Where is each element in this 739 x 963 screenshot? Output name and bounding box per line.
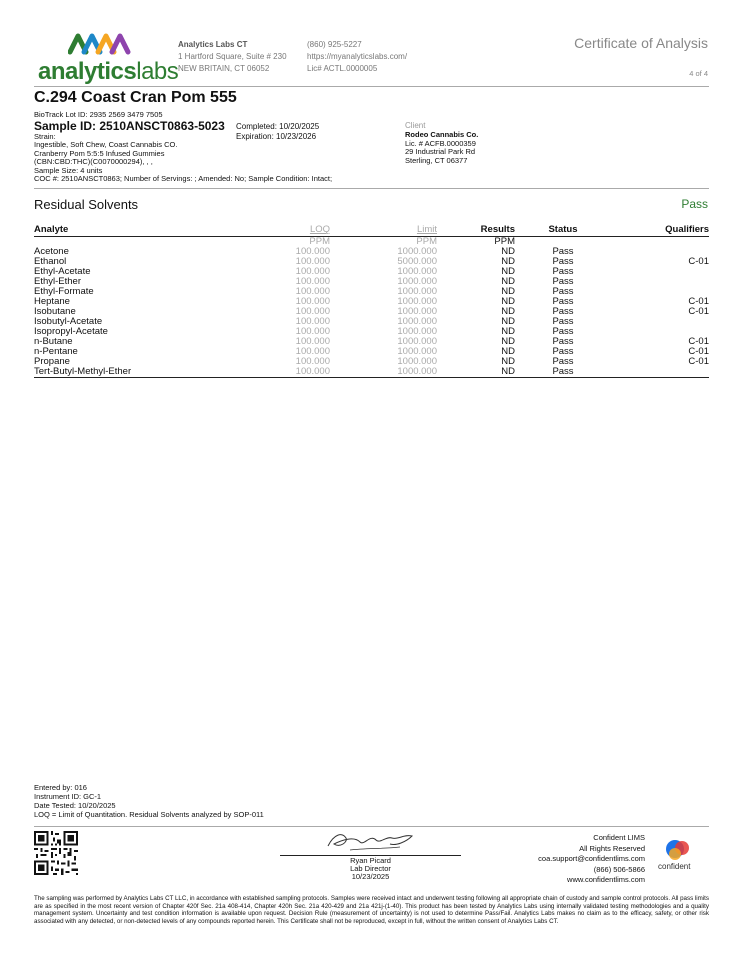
legal-disclaimer: The sampling was performed by Analytics Labs CT LLC, in accordance with established sampling protocols. Samples were received intact and underwent testing following all appropriate chain of custody and sample control protocols. All pass limits are as specified in the most recent version of Chapter 420f Sec. 21a 408-414, Chapter 420h Sec. 21a 420-429 and 21a 421j-(1-40). This product has been tested by Analytics Labs using internally validated testing methodologies and a quality management system. Uncertainty and test condition information is available upon request. Decision Rule (measurement of uncertainty) is not used to determine Pass/Fail. Analytics Labs makes no claim as to the efficacy, safety, or other risk associated with any detected, or non-detected levels of any compounds reported herein. This Certificate shall not be reproduced, except in full, without the written consent of Analytics Labs CT. [34, 895, 709, 925]
cell-qualifier [611, 247, 709, 257]
cell-result: ND [501, 265, 515, 277]
cell-status: Pass [552, 245, 574, 257]
lab-license: Lic# ACTL.0000005 [307, 64, 378, 73]
cell-status: Pass [515, 367, 611, 378]
cell-analyte: Ethyl-Formate [34, 285, 94, 297]
document-title: Certificate of Analysis [574, 35, 708, 51]
cell-loq: 100.000 [295, 275, 330, 287]
product-title: C.294 Coast Cran Pom 555 [34, 89, 237, 106]
cell-qualifier: C-01 [688, 295, 709, 307]
lab-address-line1: 1 Hartford Square, Suite # 230 [178, 52, 287, 61]
cell-limit: 1000.000 [397, 285, 437, 297]
client-address-line1: 29 Industrial Park Rd [405, 147, 476, 157]
cell-status: Pass [552, 355, 574, 367]
cell-loq: 100.000 [295, 305, 330, 317]
cell-status: Pass [552, 335, 574, 347]
sample-id: Sample ID: 2510ANSCT0863-5023 [34, 118, 225, 133]
cell-limit: 1000.000 [397, 345, 437, 357]
confident-brand-text: confident [658, 862, 691, 871]
section-title: Residual Solvents [34, 197, 139, 212]
cell-analyte: Ethyl-Ether [34, 275, 81, 287]
header-results: Results [437, 225, 515, 236]
cell-loq: 100.000 [295, 255, 330, 267]
cell-status: Pass [552, 255, 574, 267]
cell-result: ND [501, 275, 515, 287]
cell-loq: 100.000 [295, 355, 330, 367]
qr-code-icon[interactable] [34, 831, 78, 875]
strain: Strain: [34, 131, 56, 141]
instrument-id: Instrument ID: GC-1 [34, 792, 102, 801]
client-license: Lic. # ACFB.0000359 [405, 138, 476, 148]
table-header-row [34, 225, 709, 236]
client-label: Client [405, 121, 426, 130]
date-tested: Date Tested: 10/20/2025 [34, 801, 116, 810]
cell-status: Pass [552, 315, 574, 327]
product-description-line2: (CBN:CBD:THC)(C0070000294), , , [34, 157, 153, 166]
lab-phone: (860) 925-5227 [307, 40, 362, 49]
confident-logo [656, 838, 700, 874]
signature-image [320, 828, 420, 854]
logo-main-text: analytics [38, 58, 137, 85]
cell-qualifier [611, 367, 709, 378]
biotrack-lot-id: BioTrack Lot ID: 2935 2569 3479 7505 [34, 110, 163, 119]
cell-limit: 1000.000 [397, 335, 437, 347]
loq-note: LOQ = Limit of Quantitation. Residual Solvents analyzed by SOP-011 [34, 810, 264, 819]
cell-loq: 100.000 [295, 315, 330, 327]
cell-result: ND [501, 345, 515, 357]
cell-status: Pass [552, 325, 574, 337]
header-qualifiers: Qualifiers [611, 225, 709, 236]
cell-loq: 100.000 [295, 265, 330, 277]
cell-status: Pass [552, 265, 574, 277]
header-loq: LOQ [224, 225, 330, 236]
logo-dot-orange [669, 848, 681, 860]
lims-name: Confident LIMS [593, 833, 645, 842]
cell-analyte: Tert-Butyl-Methyl-Ether [34, 367, 224, 378]
cell-analyte: Heptane [34, 295, 70, 307]
entered-by: Entered by: 016 [34, 783, 87, 792]
cell-loq: 100.000 [295, 285, 330, 297]
cell-loq: 100.000 [295, 325, 330, 337]
cell-result: ND [501, 245, 515, 257]
cell-analyte: Isopropyl-Acetate [34, 325, 108, 337]
table-row [34, 257, 709, 267]
signer-date: 10/23/2025 [351, 872, 390, 881]
cell-status: Pass [552, 295, 574, 307]
cell-qualifier [611, 287, 709, 297]
cell-qualifier: C-01 [688, 335, 709, 347]
table-row [34, 307, 709, 317]
section-divider [34, 188, 709, 189]
cell-analyte: Isobutyl-Acetate [34, 315, 103, 327]
cell-status: Pass [552, 345, 574, 357]
units-limit: PPM [416, 235, 437, 247]
coc-info: COC #: 2510ANSCT0863; Number of Servings: ; Amended: No; Sample Condition: Intact; [34, 174, 333, 183]
dates-block [236, 122, 319, 142]
client-block [405, 122, 478, 166]
lims-phone: (866) 506-5866 [593, 864, 645, 874]
lab-url[interactable]: https://myanalyticslabs.com/ [307, 52, 408, 61]
cell-analyte: Acetone [34, 245, 69, 257]
cell-status: Pass [552, 285, 574, 297]
units-row [34, 236, 709, 247]
product-type: Ingestible, Soft Chew, Coast Cannabis CO. [34, 140, 178, 149]
cell-result: ND [501, 305, 515, 317]
header-limit: Limit [330, 225, 437, 236]
cell-qualifier: C-01 [688, 345, 709, 357]
cell-limit: 5000.000 [397, 255, 437, 267]
cell-analyte: Ethyl-Acetate [34, 265, 91, 277]
cell-loq: 100.000 [295, 345, 330, 357]
cell-limit: 1000.000 [397, 315, 437, 327]
units-status [515, 236, 611, 247]
logo-suffix-text: labs [136, 58, 179, 85]
header-status: Status [515, 225, 611, 236]
table-row [34, 357, 709, 367]
cell-result: ND [501, 315, 515, 327]
cell-result: ND [501, 285, 515, 297]
units-analyte [34, 236, 224, 247]
cell-result: ND [501, 325, 515, 337]
cell-limit: 1000.000 [397, 275, 437, 287]
cell-limit: 1000.000 [397, 245, 437, 257]
section-result-badge: Pass [681, 197, 708, 211]
lims-rights: All Rights Reserved [579, 843, 645, 853]
client-name: Rodeo Cannabis Co. [405, 129, 479, 139]
cell-limit: 1000.000 [397, 355, 437, 367]
lab-contact-block [307, 39, 407, 75]
cell-analyte: Propane [34, 355, 70, 367]
cell-analyte: n-Pentane [34, 345, 78, 357]
signer-name: Ryan Picard [350, 856, 391, 865]
footer-divider [34, 826, 709, 827]
lab-address-line2: NEW BRITAIN, CT 06052 [178, 64, 270, 73]
sample-size: Sample Size: 4 units [34, 165, 103, 175]
cell-loq: 100.000 [295, 295, 330, 307]
lab-address-block [178, 39, 287, 75]
expiration-date: Expiration: 10/23/2026 [236, 132, 317, 141]
table-row [34, 287, 709, 297]
table-row [34, 247, 709, 257]
table-row [34, 327, 709, 337]
cell-loq: 100.000 [224, 367, 330, 378]
cell-analyte: Ethanol [34, 255, 67, 267]
logo-mark-icon [68, 30, 134, 56]
lims-info-block [538, 833, 645, 886]
product-description-line1: Cranberry Pom 5:5:5 Infused Gummies [34, 148, 165, 158]
cell-loq: 100.000 [295, 245, 330, 257]
cell-analyte: n-Butane [34, 335, 73, 347]
cell-result: ND [501, 255, 515, 267]
cell-qualifier [611, 277, 709, 287]
cell-qualifier: C-01 [688, 305, 709, 317]
logo-wordmark [38, 58, 178, 86]
table-row [34, 317, 709, 327]
cell-limit: 1000.000 [397, 265, 437, 277]
lab-name: Analytics Labs CT [178, 40, 248, 49]
cell-result: ND [437, 367, 515, 378]
test-notes-block [34, 783, 264, 819]
cell-qualifier: C-01 [688, 355, 709, 367]
table-row [34, 297, 709, 307]
table-row [34, 347, 709, 357]
cell-status: Pass [552, 305, 574, 317]
header-divider [34, 86, 709, 87]
completed-date: Completed: 10/20/2025 [236, 122, 320, 131]
cell-analyte: Isobutane [34, 305, 76, 317]
cell-status: Pass [552, 275, 574, 287]
client-address-line2: Sterling, CT 06377 [405, 156, 468, 166]
header-analyte: Analyte [34, 225, 224, 236]
cell-qualifier [611, 267, 709, 277]
analytics-labs-logo [38, 30, 179, 85]
units-results: PPM [494, 235, 515, 247]
cell-qualifier [611, 327, 709, 337]
cell-result: ND [501, 335, 515, 347]
cell-limit: 1000.000 [330, 367, 437, 378]
table-row [34, 267, 709, 277]
cell-qualifier [611, 317, 709, 327]
lims-url[interactable]: www.confidentlims.com [567, 875, 645, 884]
cell-result: ND [501, 295, 515, 307]
table-row [34, 277, 709, 287]
cell-result: ND [501, 355, 515, 367]
cell-limit: 1000.000 [397, 305, 437, 317]
signer-block [280, 857, 461, 881]
cell-limit: 1000.000 [397, 295, 437, 307]
cell-limit: 1000.000 [397, 325, 437, 337]
table-row [34, 337, 709, 347]
residual-solvents-table [34, 225, 709, 378]
units-loq: PPM [309, 235, 330, 247]
cell-loq: 100.000 [295, 335, 330, 347]
page-number: 4 of 4 [689, 69, 708, 78]
signer-title: Lab Director [350, 864, 391, 873]
units-qualifiers [611, 236, 709, 247]
lims-email[interactable]: coa.support@confidentlims.com [538, 854, 645, 863]
cell-qualifier: C-01 [688, 255, 709, 267]
table-row [34, 367, 709, 378]
